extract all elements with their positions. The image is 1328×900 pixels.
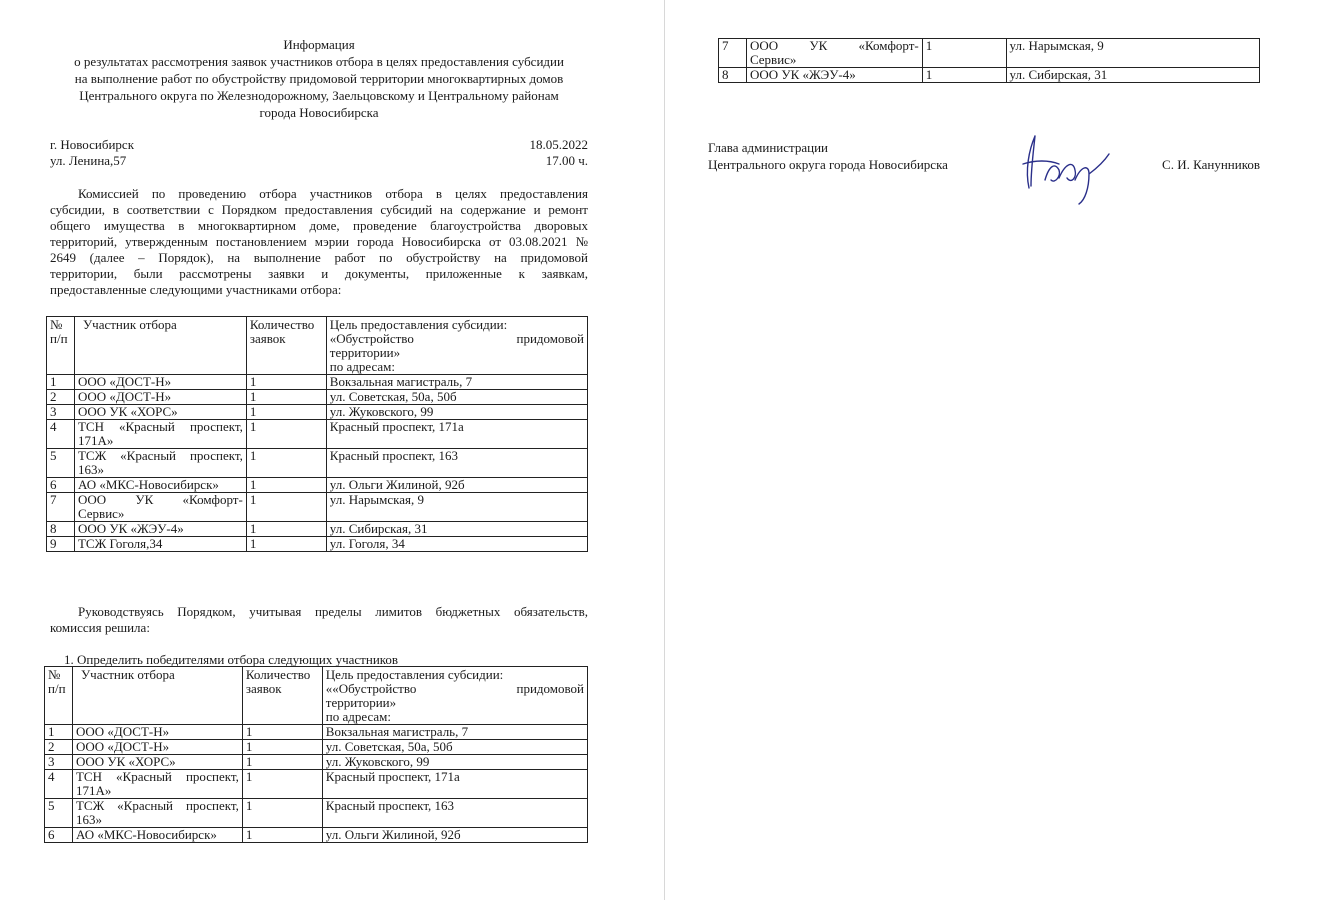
table-row xyxy=(45,828,588,843)
table-row xyxy=(45,799,588,828)
heading-line-3: Центрального округа по Железнодорожному, Заельцовскому и Центральному районам xyxy=(79,88,559,103)
paragraph-line: территорий, утвержденным постановлением мэрии города Новосибирска от 03.08.2021 № xyxy=(50,234,588,249)
heading-line-1: о результатах рассмотрения заявок участников отбора в целях предоставления субсидии xyxy=(74,54,564,69)
table-row xyxy=(45,725,588,740)
row-qty: 1 xyxy=(246,522,326,537)
table-row xyxy=(47,522,588,537)
row-address: ул. Советская, 50а, 50б xyxy=(326,390,587,405)
signatory-name: С. И. Канунников xyxy=(1162,157,1260,172)
place-city: г. Новосибирск xyxy=(50,137,135,152)
row-participant: ООО УК «ЖЭУ-4» xyxy=(746,68,922,83)
row-qty: 1 xyxy=(246,420,326,449)
row-participant: ТСЖ Гоголя,34 xyxy=(74,537,246,552)
participants-table xyxy=(46,316,588,552)
paragraph-line: общего имущества в многоквартирном доме, проведение благоустройства дворовых xyxy=(50,218,588,233)
document-time: 17.00 ч. xyxy=(545,153,588,168)
row-num: 6 xyxy=(47,478,75,493)
signatory-position-line-1: Глава администрации xyxy=(708,140,829,155)
row-num: 7 xyxy=(719,39,747,68)
row-num: 8 xyxy=(719,68,747,83)
row-participant: ООО УК «Комфорт- Сервис» xyxy=(74,493,246,522)
winners-table-continued xyxy=(718,38,1260,83)
header-participant: Участник отбора xyxy=(72,667,242,725)
table-row xyxy=(45,755,588,770)
row-qty: 1 xyxy=(246,478,326,493)
heading-line-4: города Новосибирска xyxy=(259,105,379,120)
row-address: ул. Сибирская, 31 xyxy=(1006,68,1259,83)
table-row xyxy=(47,420,588,449)
paragraph-line: предоставленные следующими участниками отбора: xyxy=(50,282,342,297)
row-participant: АО «МКС-Новосибирск» xyxy=(72,828,242,843)
row-num: 4 xyxy=(45,770,73,799)
table-header-row xyxy=(47,317,588,375)
page-2 xyxy=(708,0,1260,900)
row-address: ул. Жуковского, 99 xyxy=(326,405,587,420)
row-qty: 1 xyxy=(242,725,322,740)
table-row xyxy=(47,478,588,493)
row-address: ул. Ольги Жилиной, 92б xyxy=(326,478,587,493)
row-qty: 1 xyxy=(242,799,322,828)
row-address: ул. Советская, 50а, 50б xyxy=(322,740,587,755)
row-qty: 1 xyxy=(246,375,326,390)
list-item-1: 1. Определить победителями отбора следующих участников xyxy=(64,652,399,667)
row-qty: 1 xyxy=(246,390,326,405)
row-address: ул. Ольги Жилиной, 92б xyxy=(322,828,587,843)
paragraph-line: комиссия решила: xyxy=(50,620,150,635)
row-num: 8 xyxy=(47,522,75,537)
row-address: ул. Сибирская, 31 xyxy=(326,522,587,537)
document-title: Информация xyxy=(283,37,355,52)
header-participant: Участник отбора xyxy=(74,317,246,375)
row-address: Красный проспект, 171а xyxy=(322,770,587,799)
row-qty: 1 xyxy=(242,740,322,755)
page-divider xyxy=(664,0,665,900)
paragraph-line: 2649 (далее – Порядок), на выполнение работ по обустройству на придомовой xyxy=(50,250,588,265)
row-participant: ООО «ДОСТ-Н» xyxy=(74,375,246,390)
row-qty: 1 xyxy=(246,449,326,478)
row-participant: ООО УК «Комфорт- Сервис» xyxy=(746,39,922,68)
heading-line-2: на выполнение работ по обустройству придомовой территории многоквартирных домов xyxy=(74,71,564,86)
row-participant: ООО «ДОСТ-Н» xyxy=(74,390,246,405)
row-address: Красный проспект, 171а xyxy=(326,420,587,449)
header-num: № п/п xyxy=(47,317,75,375)
row-num: 3 xyxy=(47,405,75,420)
row-qty: 1 xyxy=(246,493,326,522)
row-participant: ООО УК «ХОРС» xyxy=(72,755,242,770)
row-participant: ООО «ДОСТ-Н» xyxy=(72,740,242,755)
row-address: ул. Нарымская, 9 xyxy=(326,493,587,522)
row-qty: 1 xyxy=(246,405,326,420)
table-row xyxy=(719,68,1260,83)
row-address: Вокзальная магистраль, 7 xyxy=(326,375,587,390)
row-qty: 1 xyxy=(922,39,1006,68)
table-row xyxy=(47,375,588,390)
row-address: Вокзальная магистраль, 7 xyxy=(322,725,587,740)
page-1 xyxy=(50,0,588,900)
table-row xyxy=(47,449,588,478)
row-participant: ООО УК «ХОРС» xyxy=(74,405,246,420)
paragraph-line: территории, были рассмотрены заявки и документы, приложенные к заявкам, xyxy=(50,266,588,281)
row-qty: 1 xyxy=(242,770,322,799)
row-num: 6 xyxy=(45,828,73,843)
row-num: 5 xyxy=(45,799,73,828)
paragraph-line: Руководствуясь Порядком, учитывая пределы лимитов бюджетных обязательств, xyxy=(78,604,588,619)
row-participant: ТСЖ «Красный проспект, 163» xyxy=(72,799,242,828)
row-num: 4 xyxy=(47,420,75,449)
handwritten-signature-icon xyxy=(1015,130,1110,210)
row-address: Красный проспект, 163 xyxy=(326,449,587,478)
header-num: № п/п xyxy=(45,667,73,725)
row-address: ул. Гоголя, 34 xyxy=(326,537,587,552)
row-participant: ООО «ДОСТ-Н» xyxy=(72,725,242,740)
row-num: 1 xyxy=(47,375,75,390)
row-qty: 1 xyxy=(242,828,322,843)
winners-table xyxy=(44,666,588,843)
table-row xyxy=(719,39,1260,68)
row-num: 1 xyxy=(45,725,73,740)
table-row xyxy=(47,405,588,420)
table-row xyxy=(47,537,588,552)
paragraph-line: Комиссией по проведению отбора участников отбора в целях предоставления xyxy=(78,186,588,201)
table-header-row xyxy=(45,667,588,725)
row-participant: ТСЖ «Красный проспект, 163» xyxy=(74,449,246,478)
row-address: ул. Жуковского, 99 xyxy=(322,755,587,770)
row-num: 3 xyxy=(45,755,73,770)
row-num: 2 xyxy=(45,740,73,755)
header-purpose: Цель предоставления субсидии: «Обустройство придомовой территории» по адресам: xyxy=(326,317,587,375)
row-address: ул. Нарымская, 9 xyxy=(1006,39,1259,68)
paragraph-line: субсидии, в соответствии с Порядком предоставления субсидий на содержание и ремонт xyxy=(50,202,588,217)
signatory-position-line-2: Центрального округа города Новосибирска xyxy=(708,157,948,172)
document-date: 18.05.2022 xyxy=(529,137,588,152)
row-num: 5 xyxy=(47,449,75,478)
row-participant: ТСН «Красный проспект, 171А» xyxy=(74,420,246,449)
row-address: Красный проспект, 163 xyxy=(322,799,587,828)
place-address: ул. Ленина,57 xyxy=(50,153,127,168)
row-qty: 1 xyxy=(242,755,322,770)
row-num: 9 xyxy=(47,537,75,552)
row-participant: ООО УК «ЖЭУ-4» xyxy=(74,522,246,537)
table-row xyxy=(47,390,588,405)
row-participant: АО «МКС-Новосибирск» xyxy=(74,478,246,493)
header-purpose: Цель предоставления субсидии: ««Обустройство придомовой территории» по адресам: xyxy=(322,667,587,725)
header-qty: Количество заявок xyxy=(242,667,322,725)
row-num: 2 xyxy=(47,390,75,405)
table-row xyxy=(45,740,588,755)
table-row xyxy=(47,493,588,522)
table-row xyxy=(45,770,588,799)
row-participant: ТСН «Красный проспект, 171А» xyxy=(72,770,242,799)
row-qty: 1 xyxy=(922,68,1006,83)
row-qty: 1 xyxy=(246,537,326,552)
header-qty: Количество заявок xyxy=(246,317,326,375)
row-num: 7 xyxy=(47,493,75,522)
